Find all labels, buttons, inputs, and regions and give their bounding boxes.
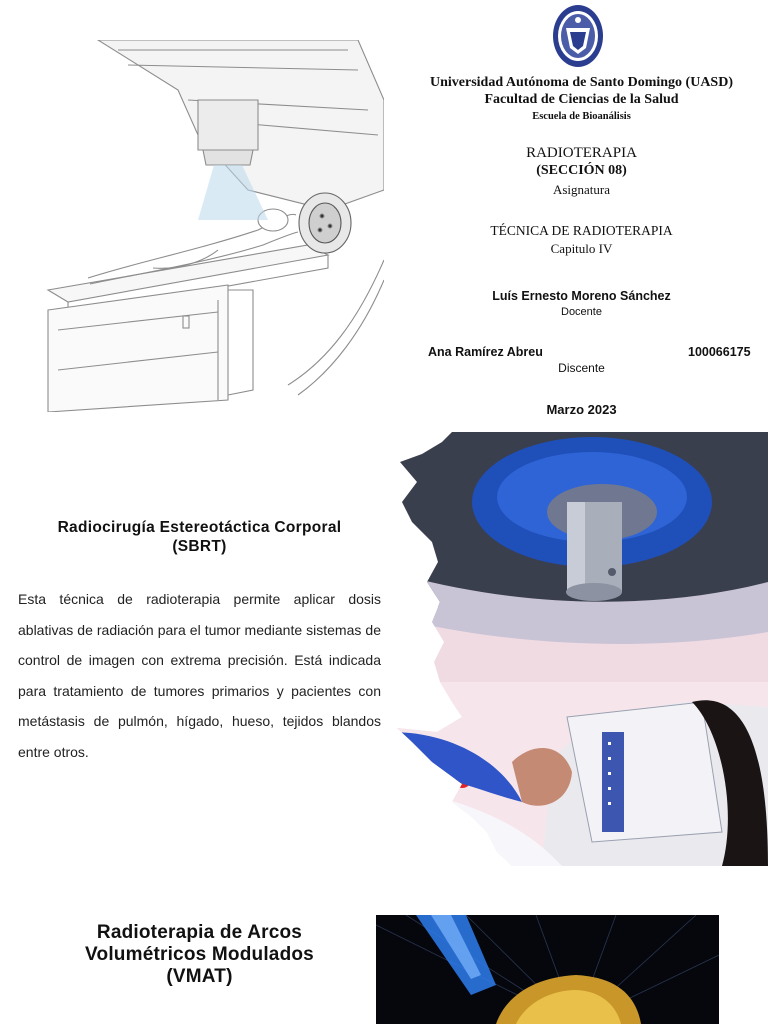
student-id: 100066175 [688,345,751,359]
subject-name: RADIOTERAPIA [526,145,637,161]
subject-label: Asignatura [552,182,611,197]
vmat-image [376,915,719,1024]
vmat-title-line2: Volumétricos Modulados [85,944,314,965]
sbrt-title-line1: Radiocirugía Estereotáctica Corporal [57,519,342,536]
sbrt-photo [392,432,768,866]
topic: TÉCNICA DE RADIOTERAPIA [490,223,673,238]
faculty-name: Facultad de Ciencias de la Salud [484,92,679,107]
university-name: Universidad Autónoma de Santo Domingo (UASD) [430,75,733,90]
teacher-label: Docente [561,306,602,318]
student-label: Discente [558,361,605,375]
school-name: Escuela de Bioanálisis [532,111,631,122]
vmat-title-line3: (VMAT) [166,966,233,987]
vmat-title [18,922,381,988]
teacher-name: Luís Ernesto Moreno Sánchez [492,289,671,303]
sbrt-title-line2: (SBRT) [172,538,227,555]
section: (SECCIÓN 08) [536,163,627,178]
student-name: Ana Ramírez Abreu [428,345,543,359]
sbrt-description: Esta técnica de radioterapia permite aplicar dosis ablativas de radiación para el tumor mediante sistemas de control de imagen con extrema precisión. Está indicada para tratamiento de tumores primarios y pacientes con metástasis de pulmón, hígado, hueso, tejidos blandos entre otros. [18,591,381,760]
vmat-title-line1: Radioterapia de Arcos [96,922,303,943]
sbrt-title [18,518,381,556]
cover-info [395,0,768,430]
chapter: Capitulo IV [550,241,613,256]
linac-illustration [28,40,384,412]
date: Marzo 2023 [546,402,617,417]
